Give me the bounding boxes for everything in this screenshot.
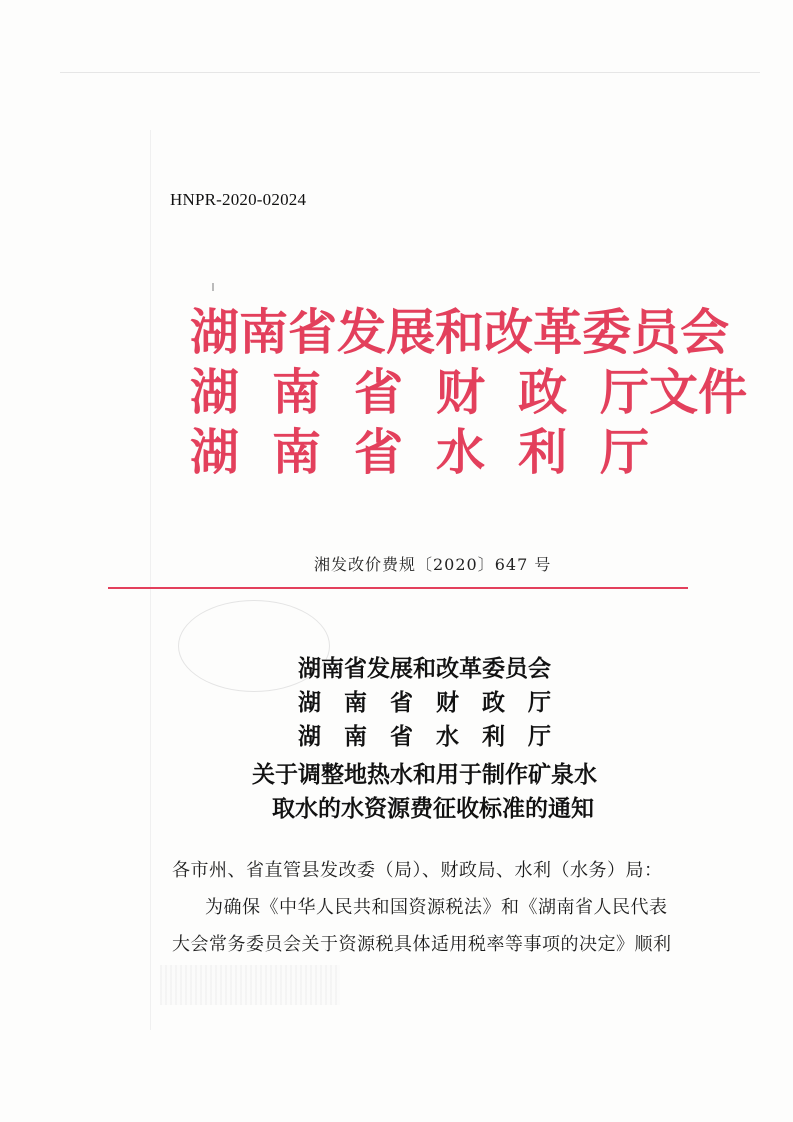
scan-edge <box>60 72 760 73</box>
issuer-char: 省 <box>354 423 404 481</box>
issuer-char: 湖 <box>190 363 240 421</box>
issuer-char: 南 <box>239 303 289 361</box>
body-paragraph-line: 为确保《中华人民共和国资源税法》和《湖南省人民代表 <box>205 897 668 918</box>
title-line: 取水的水资源费征收标准的通知 <box>272 796 594 822</box>
issuer-char: 文 <box>649 363 699 421</box>
issuer-char: 件 <box>698 363 748 421</box>
issuer-char: 厅 <box>600 423 650 481</box>
issuer-char: 委 <box>582 303 632 361</box>
scan-edge <box>150 130 151 1030</box>
issuer-char: 革 <box>533 303 583 361</box>
issuer-char: 会 <box>680 303 730 361</box>
issuer-line-finance <box>190 363 748 421</box>
scan-mark <box>212 283 214 291</box>
issuer-char: 湖 <box>190 423 240 481</box>
issuer-char: 财 <box>436 363 486 421</box>
issuer-char: 南 <box>272 363 322 421</box>
issuer-char: 南 <box>272 423 322 481</box>
issuer-char: 厅 <box>600 363 650 421</box>
issuer-char: 省 <box>288 303 338 361</box>
title-line: 湖 南 省 财 政 厅 <box>298 690 551 716</box>
title-line: 湖南省发展和改革委员会 <box>298 656 551 682</box>
red-divider-line <box>108 587 688 589</box>
issuer-char: 发 <box>337 303 387 361</box>
issuer-line-ndrc <box>190 303 730 361</box>
document-code: HNPR-2020-02024 <box>170 190 307 209</box>
issuer-char: 政 <box>518 363 568 421</box>
issuer-char: 和 <box>435 303 485 361</box>
issuer-char: 湖 <box>190 303 240 361</box>
issuer-char: 展 <box>386 303 436 361</box>
scan-noise <box>160 965 340 1005</box>
body-paragraph-line: 大会常务委员会关于资源税具体适用税率等事项的决定》顺利 <box>172 934 672 955</box>
issuer-char: 改 <box>484 303 534 361</box>
issuer-char: 水 <box>436 423 486 481</box>
issuer-char: 省 <box>354 363 404 421</box>
document-number: 湘发改价费规〔2020〕647 号 <box>314 555 552 574</box>
issuer-char: 员 <box>631 303 681 361</box>
issuer-char: 利 <box>518 423 568 481</box>
title-line: 关于调整地热水和用于制作矿泉水 <box>252 762 597 788</box>
salutation: 各市州、省直管县发改委（局）、财政局、水利（水务）局： <box>172 860 663 881</box>
title-line: 湖 南 省 水 利 厅 <box>298 724 551 750</box>
issuer-line-water <box>190 423 650 481</box>
